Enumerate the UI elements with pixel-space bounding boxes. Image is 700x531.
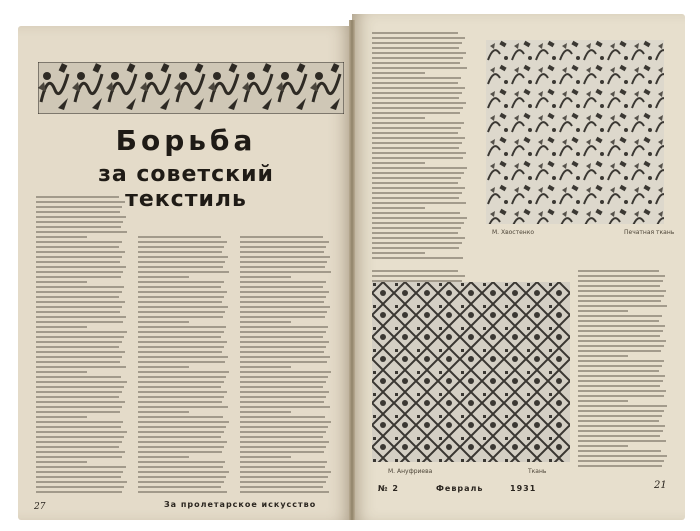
text-line (138, 251, 222, 253)
text-line (578, 380, 663, 382)
text-line (36, 321, 123, 323)
text-line (36, 266, 126, 268)
text-line (36, 461, 87, 463)
text-line (36, 416, 87, 418)
text-line (372, 157, 463, 159)
text-line (138, 346, 224, 348)
text-line (36, 311, 120, 313)
text-line (36, 356, 122, 358)
text-line (578, 320, 659, 322)
text-line (372, 32, 458, 34)
text-line (240, 241, 329, 243)
text-line (240, 251, 324, 253)
text-line (138, 291, 227, 293)
text-line (36, 221, 123, 223)
text-line (138, 321, 189, 323)
text-line (372, 37, 465, 39)
right-text-column-top (372, 32, 468, 262)
text-line (138, 286, 221, 288)
caption-top-author: М. Хвостенко (492, 229, 535, 236)
text-line (240, 466, 325, 468)
text-line (372, 117, 425, 119)
text-line (372, 257, 463, 259)
text-line (240, 476, 328, 478)
text-line (138, 256, 228, 258)
text-line (36, 336, 124, 338)
text-line (36, 281, 87, 283)
text-line (36, 376, 121, 378)
text-line (36, 306, 122, 308)
text-line (36, 481, 127, 483)
text-line (240, 326, 328, 328)
text-line (240, 361, 327, 363)
text-line (372, 62, 460, 64)
text-line (36, 421, 123, 423)
text-line (138, 431, 224, 433)
text-line (578, 345, 664, 347)
text-line (372, 227, 461, 229)
text-line (372, 72, 425, 74)
text-line (138, 451, 222, 453)
text-line (36, 196, 119, 198)
text-line (578, 295, 664, 297)
text-line (36, 476, 121, 478)
text-line (240, 481, 326, 483)
text-line (372, 107, 463, 109)
text-line (240, 491, 329, 493)
text-line (372, 87, 465, 89)
text-line (578, 430, 663, 432)
text-line (372, 270, 458, 272)
text-line (240, 271, 331, 273)
text-line (36, 486, 124, 488)
text-line (36, 436, 124, 438)
text-line (36, 346, 119, 348)
text-line (578, 465, 662, 467)
text-line (372, 142, 462, 144)
text-line (578, 370, 659, 372)
text-line (578, 410, 664, 412)
text-line (240, 451, 324, 453)
text-line (138, 441, 227, 443)
text-line (138, 416, 223, 418)
text-line (36, 341, 122, 343)
text-line (240, 431, 326, 433)
text-line (578, 315, 662, 317)
text-line (240, 311, 327, 313)
caption-bottom-title: Ткань (528, 468, 547, 475)
text-line (578, 280, 663, 282)
text-line (372, 82, 458, 84)
text-line (578, 385, 660, 387)
text-line (36, 441, 122, 443)
text-line (240, 286, 323, 288)
text-line (138, 371, 229, 373)
text-line (240, 486, 323, 488)
text-line (36, 271, 123, 273)
text-line (578, 425, 665, 427)
text-line (138, 406, 228, 408)
text-line (372, 137, 465, 139)
text-line (240, 261, 327, 263)
text-line (138, 491, 227, 493)
text-line (578, 335, 660, 337)
text-line (240, 386, 323, 388)
text-line (36, 246, 119, 248)
text-line (578, 285, 660, 287)
text-line (138, 326, 226, 328)
right-page-number: 21 (654, 480, 667, 491)
text-line (578, 455, 667, 457)
issue-number: № 2 (378, 484, 399, 493)
text-line (578, 330, 663, 332)
text-line (138, 331, 224, 333)
text-line (372, 192, 462, 194)
text-line (372, 52, 466, 54)
text-line (372, 147, 459, 149)
text-line (240, 306, 330, 308)
issue-year: 1931 (510, 484, 537, 493)
text-line (578, 360, 664, 362)
text-line (240, 296, 326, 298)
text-line (240, 471, 331, 473)
text-line (36, 211, 120, 213)
text-line (372, 67, 467, 69)
text-line (138, 481, 224, 483)
text-line (138, 266, 223, 268)
ornamental-banner (38, 62, 344, 114)
text-line (240, 396, 326, 398)
text-line (578, 355, 628, 357)
text-line (36, 431, 127, 433)
text-line (36, 411, 120, 413)
text-line (138, 471, 229, 473)
text-line (138, 391, 227, 393)
text-line (36, 366, 126, 368)
text-line (240, 366, 291, 368)
text-line (138, 356, 228, 358)
text-line (36, 326, 87, 328)
text-line (138, 376, 226, 378)
text-line (372, 197, 459, 199)
text-line (372, 97, 459, 99)
text-line (240, 301, 324, 303)
text-line (578, 340, 666, 342)
text-line (578, 450, 661, 452)
text-line (372, 202, 466, 204)
text-line (372, 102, 466, 104)
text-line (240, 436, 323, 438)
text-line (138, 296, 224, 298)
textile-pattern-top (486, 40, 664, 224)
text-line (138, 476, 226, 478)
text-line (36, 406, 122, 408)
text-line (138, 386, 221, 388)
text-line (240, 391, 329, 393)
text-line (578, 375, 665, 377)
text-line (36, 491, 122, 493)
text-line (372, 42, 462, 44)
text-line (138, 396, 224, 398)
caption-bottom-author: М. Ануфриева (388, 468, 433, 475)
text-line (36, 386, 124, 388)
text-line (138, 381, 224, 383)
text-line (372, 217, 467, 219)
text-line (372, 242, 462, 244)
text-line (372, 207, 425, 209)
left-text-column-3 (240, 236, 332, 496)
text-line (138, 306, 228, 308)
text-line (240, 351, 324, 353)
text-line (138, 271, 229, 273)
text-line (240, 416, 325, 418)
text-line (36, 401, 125, 403)
text-line (372, 182, 458, 184)
text-line (372, 237, 465, 239)
text-line (36, 256, 122, 258)
text-line (578, 400, 628, 402)
text-line (36, 466, 126, 468)
text-line (578, 310, 628, 312)
text-line (138, 436, 221, 438)
text-line (36, 231, 127, 233)
text-line (578, 300, 661, 302)
text-line (36, 351, 125, 353)
text-line (372, 122, 464, 124)
text-line (372, 132, 458, 134)
text-line (240, 246, 326, 248)
text-line (372, 112, 460, 114)
text-line (578, 325, 665, 327)
text-line (372, 172, 464, 174)
text-line (240, 266, 325, 268)
text-line (138, 461, 225, 463)
right-text-column-right (578, 270, 668, 470)
text-line (36, 331, 127, 333)
text-line (372, 247, 459, 249)
text-line (240, 341, 329, 343)
text-line (372, 187, 465, 189)
text-line (240, 406, 330, 408)
left-text-column-1 (36, 196, 128, 496)
text-line (36, 261, 120, 263)
text-line (138, 276, 189, 278)
text-line (578, 270, 659, 272)
text-line (240, 411, 291, 413)
text-line (138, 421, 229, 423)
text-line (372, 232, 458, 234)
text-line (36, 276, 121, 278)
text-line (372, 252, 425, 254)
text-line (578, 460, 664, 462)
text-line (240, 236, 323, 238)
text-line (36, 371, 87, 373)
text-line (578, 365, 662, 367)
text-line (372, 127, 461, 129)
text-line (138, 236, 221, 238)
article-title: Борьба (115, 124, 257, 157)
left-page-footer: За пролетарское искусство (164, 500, 317, 509)
text-line (36, 451, 125, 453)
text-line (578, 420, 659, 422)
text-line (372, 275, 465, 277)
text-line (138, 456, 189, 458)
text-line (138, 341, 227, 343)
text-line (36, 251, 125, 253)
text-line (372, 177, 461, 179)
text-line (138, 361, 225, 363)
text-line (578, 440, 666, 442)
article-subtitle: за советский текстиль (98, 162, 274, 212)
text-line (138, 411, 189, 413)
text-line (372, 77, 461, 79)
text-line (240, 421, 331, 423)
text-line (240, 376, 328, 378)
text-line (240, 276, 291, 278)
text-line (138, 486, 221, 488)
text-line (372, 92, 462, 94)
text-line (240, 256, 330, 258)
text-line (578, 435, 660, 437)
text-line (36, 241, 122, 243)
left-text-column-2 (138, 236, 230, 496)
text-line (240, 446, 326, 448)
text-line (36, 316, 126, 318)
text-line (578, 390, 666, 392)
text-line (240, 441, 329, 443)
text-line (36, 301, 125, 303)
text-line (240, 461, 327, 463)
left-page-number: 27 (34, 502, 46, 512)
spine-gutter (349, 20, 355, 520)
text-line (578, 415, 662, 417)
text-line (138, 281, 224, 283)
text-line (240, 426, 328, 428)
text-line (578, 305, 667, 307)
text-line (36, 206, 122, 208)
text-line (578, 395, 664, 397)
text-line (36, 286, 124, 288)
text-line (578, 445, 628, 447)
text-line (372, 57, 463, 59)
text-line (240, 356, 330, 358)
text-line (138, 246, 224, 248)
text-line (36, 236, 87, 238)
text-line (578, 275, 665, 277)
text-line (36, 471, 123, 473)
text-line (36, 446, 119, 448)
text-line (240, 401, 324, 403)
text-line (240, 281, 326, 283)
text-line (372, 167, 467, 169)
text-line (36, 201, 125, 203)
text-line (240, 291, 329, 293)
text-line (36, 391, 122, 393)
text-line (138, 446, 224, 448)
text-line (138, 301, 222, 303)
text-line (36, 291, 122, 293)
text-line (240, 331, 326, 333)
text-line (578, 290, 666, 292)
text-line (138, 466, 223, 468)
text-line (138, 336, 221, 338)
text-line (240, 346, 326, 348)
text-line (240, 336, 323, 338)
text-line (240, 456, 291, 458)
text-line (138, 311, 225, 313)
text-line (138, 241, 227, 243)
textile-pattern-bottom (372, 282, 570, 462)
text-line (372, 162, 425, 164)
text-line (36, 296, 119, 298)
text-line (372, 152, 466, 154)
text-line (372, 222, 464, 224)
text-line (36, 226, 121, 228)
text-line (372, 212, 460, 214)
text-line (138, 426, 226, 428)
text-line (240, 316, 325, 318)
text-line (578, 350, 661, 352)
text-line (240, 381, 326, 383)
text-line (372, 47, 459, 49)
text-line (138, 401, 222, 403)
text-line (138, 261, 225, 263)
text-line (36, 216, 126, 218)
text-line (36, 456, 122, 458)
text-line (36, 396, 119, 398)
issue-month: Февраль (436, 484, 484, 493)
text-line (36, 426, 121, 428)
text-line (138, 351, 222, 353)
text-line (138, 366, 189, 368)
text-line (36, 381, 127, 383)
text-line (578, 405, 667, 407)
text-line (240, 371, 331, 373)
text-line (36, 361, 120, 363)
text-line (138, 316, 223, 318)
caption-top-title: Печатная ткань (624, 229, 675, 236)
text-line (240, 321, 291, 323)
